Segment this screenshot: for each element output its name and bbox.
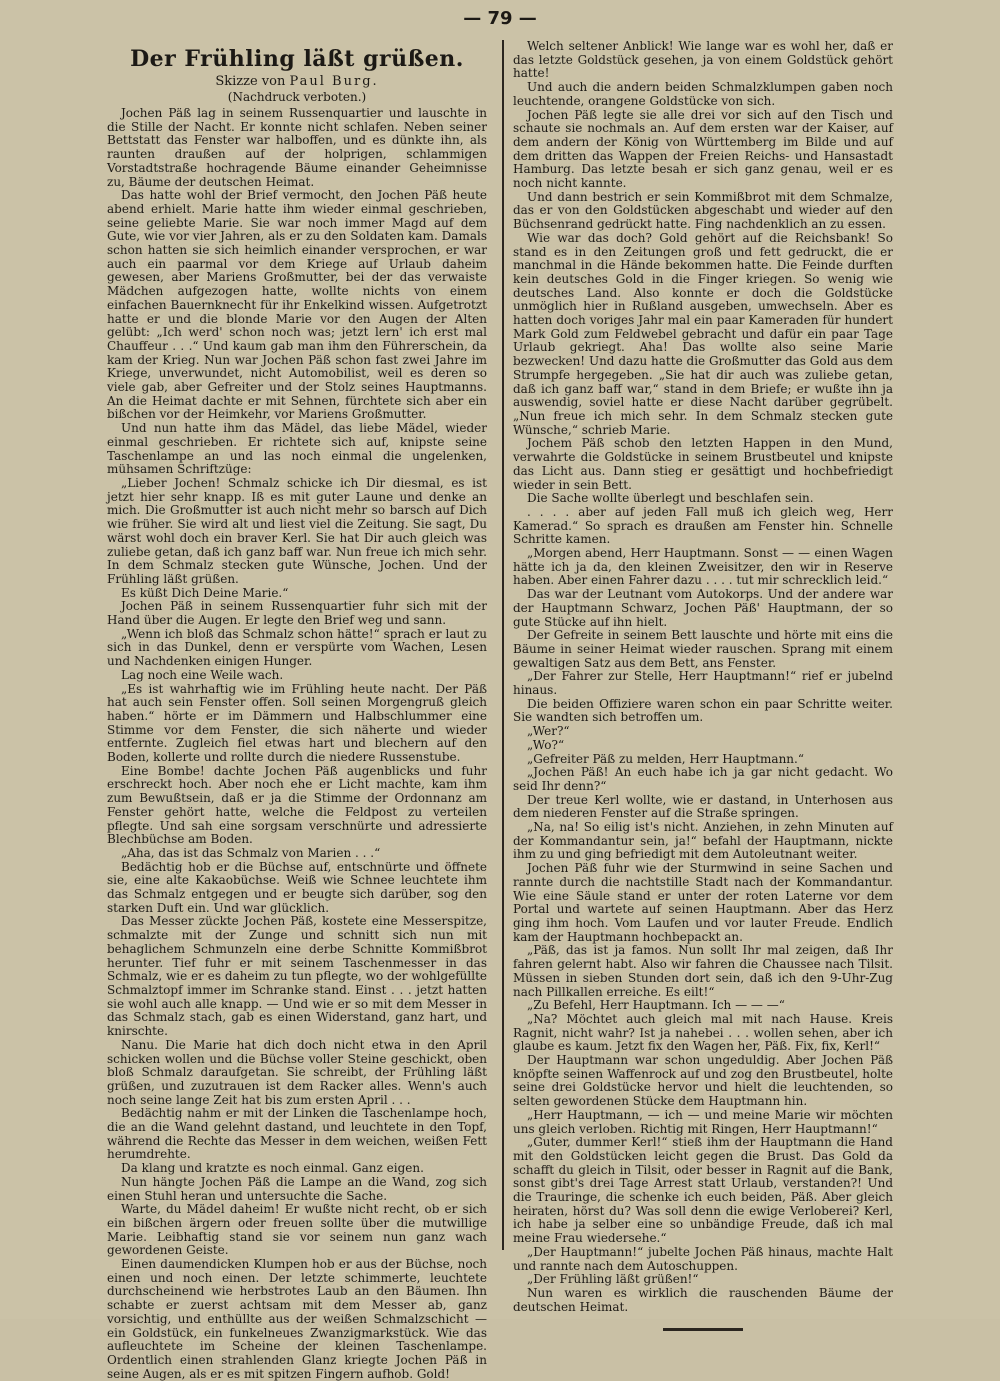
story-paragraph: „Der Fahrer zur Stelle, Herr Hauptmann!“ rief er jubelnd hinaus. — [513, 669, 893, 698]
story-title: Der Frühling läßt grüßen. — [130, 46, 464, 72]
story-paragraph: Jochen Päß fuhr wie der Sturmwind in seine Sachen und rannte durch die nachtstille Stadt nach der Kommandantur. Wie eine Säule stand er unter der roten Laterne vor dem Portal und wartete auf seinen Hauptmann. Aber das Herz ging ihm hoch. Vom Laufen und vor lauter Freude. Endlich kam der Hauptmann hochbepackt an. — [513, 861, 893, 944]
story-paragraph: „Es ist wahrhaftig wie im Frühling heute nacht. Der Päß hat auch sein Fenster offen. Soll seinen Morgengruß gleich haben.“ hörte er im Dämmern und Halbschlummer eine Stimme vor dem Fenster, die sich näherte und wieder entfernte. Zugleich fiel etwas hart und blechern auf den Boden, kollerte und rollte durch die niedere Russenstube. — [107, 681, 487, 765]
story-paragraph: Der Gefreite in seinem Bett lauschte und hörte mit eins die Bäume in seiner Heimat wieder rauschen. Sprang mit einem gewaltigen Satz aus dem Bett, ans Fenster. — [513, 628, 893, 670]
story-paragraph: Es küßt Dich Deine Marie.“ — [121, 585, 289, 600]
story-paragraph: „Na? Möchtet auch gleich mal mit nach Hause. Kreis Ragnit, nicht wahr? Ist ja nahebei . . . wollen sehen, aber ich glaube es kaum. Jetzt fix den Wagen her, Päß. Fix, fix, Kerl!“ — [513, 1011, 893, 1054]
story-paragraph: Jochen Päß lag in seinem Russenquartier und lauschte in die Stille der Nacht. Er konnte nicht schlafen. Neben seiner Bettstatt das Fenster war halboffen, und es dünkte ihn, als raunten draußen auf der holprigen, schlammigen Vorstadtstraße hochragende Bäume einander Geheimnisse zu, Bäume der deutschen Heimat. — [107, 106, 487, 189]
story-paragraph: Der Hauptmann war schon ungeduldig. Aber Jochen Päß knöpfte seinen Waffenrock auf und zog den Brustbeutel, holte seine drei Goldstücke hervor und hielt die leuchtenden, so selten gewordenen Stücke dem Hauptmann hin. — [513, 1053, 893, 1109]
story-paragraph: „Na, na! So eilig ist's nicht. Anziehen, in zehn Minuten auf der Kommandantur sein, ja!“ befahl der Hauptmann, nickte ihm zu und ging befriedigt mit dem Autoleutnant weiter. — [513, 820, 893, 862]
story-paragraph: „Der Frühling läßt grüßen!“ — [527, 1272, 699, 1287]
story-paragraph: „Wo?“ — [527, 737, 565, 752]
story-paragraph: Bedächtig hob er die Büchse auf, entschnürte und öffnete sie, eine alte Kakaobüchse. Weiß wie Schnee leuchtete ihm das Schmalz entgegen und er beugte sich darüber, sog den starken Duft ein. Und war glücklich. — [107, 859, 487, 915]
story-paragraph: Jochem Päß schob den letzten Happen in den Mund, verwahrte die Goldstücke in seinem Brustbeutel und knipste das Licht aus. Dann stieg er gesättigt und hochbefriedigt wieder in sein Bett. — [513, 436, 893, 492]
right-body — [513, 40, 893, 1314]
column-left — [107, 40, 487, 1381]
story-paragraph: Der treue Kerl wollte, wie er dastand, in Unterhosen aus dem niederen Fenster auf die Straße springen. — [513, 792, 893, 821]
story-paragraph: „Herr Hauptmann, — ich — und meine Marie wir möchten uns gleich verloben. Richtig mit Ringen, Herr Hauptmann!“ — [513, 1107, 893, 1136]
story-paragraph: Warte, du Mädel daheim! Er wußte nicht recht, ob er sich ein bißchen ärgern oder freuen sollte über die mutwillige Marie. Leibhaftig stand sie vor seinem nun ganz wach gewordenen Geiste. — [107, 1202, 487, 1258]
author-name: Paul Burg. — [289, 74, 379, 89]
story-paragraph: Und dann bestrich er sein Kommißbrot mit dem Schmalze, das er von den Goldstücken abgeschabt und wieder auf den Büchsenrand gedrückt hatte. Fing nachdenklich an zu essen. — [513, 189, 893, 232]
story-paragraph: Jochen Päß legte sie alle drei vor sich auf den Tisch und schaute sie nochmals an. Auf dem ersten war der Kaiser, auf dem andern der König von Württemberg im Bilde und auf dem dritten das Wappen der Freien Reichs- und Hansastadt Hamburg. Das letzte besah er sich ganz genau, weil er es noch nicht kannte. — [513, 107, 893, 191]
byline-prefix: Skizze von — [215, 74, 286, 89]
story-paragraph: „Wenn ich bloß das Schmalz schon hätte!“ sprach er laut zu sich in das Dunkel, denn er verspürte vom Wachen, Lesen und Nachdenken einigen Hunger. — [107, 626, 487, 669]
story-paragraph: Welch seltener Anblick! Wie lange war es wohl her, daß er das letzte Goldstück gesehen, ja von einem Goldstück gehört hatte! — [513, 39, 893, 81]
column-right — [513, 39, 893, 1314]
story-paragraph: Die Sache wollte überlegt und beschlafen sein. — [527, 491, 814, 506]
story-paragraph: Einen daumendicken Klumpen hob er aus der Büchse, noch einen und noch einen. Der letzte schimmerte, leuchtete durchscheinend wie herbstrotes Laub an den Bäumen. Ihn schabte er zuerst achtsam mit dem Messer ab, ganz vorsichtig, und enthüllte aus der weißen Schmalzschicht — ein Goldstück, ein funkelneues Zwanzigmarkstück. Wie das aufleuchtete im Scheine der kleinen Taschenlampe. Ordentlich einen strahlenden Glanz kriegte Jochen Päß in seine Augen, als er es mit spitzen Fingern aufhob. Gold! — [107, 1257, 487, 1381]
story-paragraph: Nun waren es wirklich die rauschenden Bäume der deutschen Heimat. — [513, 1285, 893, 1314]
story-paragraph: Wie war das doch? Gold gehört auf die Reichsbank! So stand es in den Zeitungen groß und fett gedruckt, die er manchmal in die Hände bekommen hatte. Die Feinde durften kein deutsches Gold in die Finger kriegen. So wenig wie deutsches Land. Also konnte er doch die Goldstücke unmöglich hier in Rußland ausgeben, umwechseln. Aber es hatten doch voriges Jahr mal ein paar Kameraden für hundert Mark Gold zum Feldwebel gebracht und dafür ein paar Tage Urlaub gekriegt. Aha! Das wollte also seine Marie bezwecken! Und dazu hatte die Großmutter das Gold aus dem Strumpfe hergegeben. „Sie hat dir auch was zuliebe getan, daß ich ganz baff war,“ stand in dem Briefe; er wußte ihn ja auswendig, soviel hatte er diese Nacht darüber gegrübelt. „Nun freue ich mich sehr. In dem Schmalz stecken gute Wünsche,“ schrieb Marie. — [513, 230, 893, 437]
story-paragraph: „Päß, das ist ja famos. Nun sollt Ihr mal zeigen, daß Ihr fahren gelernt habt. Also wir fahren die Chaussee nach Tilsit. Müssen in sieben Stunden dort sein, daß ich den 9-Uhr-Zug nach Pillkallen erreiche. Es eilt!“ — [513, 943, 893, 999]
story-paragraph: Da klang und kratzte es noch einmal. Ganz eigen. — [121, 1161, 424, 1176]
story-paragraph: . . . . aber auf jeden Fall muß ich gleich weg, Herr Kamerad.“ So sprach es draußen am Fenster hin. Schnelle Schritte kamen. — [513, 504, 893, 547]
story-paragraph: „Guter, dummer Kerl!“ stieß ihm der Hauptmann die Hand mit den Goldstücken leicht gegen die Brust. Das Gold da schafft du gleich in Tilsit, oder besser in Ragnit auf die Bank, sonst gibt's drei Tage Arrest statt Urlaub, verstanden?! Und die Trauringe, die schenke ich euch beiden, Päß. Aber gleich heiraten, hörst du? Was soll denn die ewige Verloberei? Kerl, ich habe ja selber eine so unbändige Freude, daß ich mal meine Frau wiedersehe.“ — [513, 1135, 893, 1246]
reprint-note: (Nachdruck verboten.) — [227, 90, 367, 104]
story-paragraph: Bedächtig nahm er mit der Linken die Taschenlampe hoch, die an die Wand gelehnt dastand, und leuchtete in den Topf, während die Rechte das Messer in dem weichen, weißen Fett herumdrehte. — [107, 1106, 487, 1162]
story-paragraph: Lag noch eine Weile wach. — [121, 667, 284, 682]
story-paragraph: Und auch die andern beiden Schmalzklumpen gaben noch leuchtende, orangene Goldstücke von sich. — [513, 80, 893, 108]
story-paragraph: „Lieber Jochen! Schmalz schicke ich Dir diesmal, es ist jetzt hier sehr knapp. Iß es mit guter Laune und denke an mich. Die Großmutter ist auch nicht mehr so barsch auf Dich wie früher. Sie wird alt und liest viel die Zeitung. Sie sagt, Du wärst wohl doch ein braver Kerl. Sie hat Dir auch gleich was zuliebe getan, daß ich ganz baff war. Nun freue ich mich sehr. In dem Schmalz stecken gute Wünsche, Jochen. Und der Frühling läßt grüßen. — [107, 475, 487, 586]
story-paragraph: Jochen Päß in seinem Russenquartier fuhr sich mit der Hand über die Augen. Er legte den Brief weg und sann. — [107, 599, 487, 628]
story-paragraph: „Gefreiter Päß zu melden, Herr Hauptmann.“ — [527, 751, 804, 766]
story-paragraph: Das hatte wohl der Brief vermocht, den Jochen Päß heute abend erhielt. Marie hatte ihm wieder einmal geschrieben, seine geliebte Marie. Sie war noch immer Magd auf dem Gute, wie vor vier Jahren, als er zu den Soldaten kam. Damals schon hatten sie sich heimlich einander versprochen, er war auch ein paarmal vor dem Kriege auf Urlaub daheim gewesen, aber Mariens Großmutter, bei der das verwaiste Mädchen aufgezogen hatte, wollte nichts von einem einfachen Bauernknecht für ihr Enkelkind wissen. Aufgetrotzt hatte er und die blonde Marie vor den Augen der Alten gelübt: „Ich werd' schon noch was; jetzt lern' ich erst mal Chauffeur . . .“ Und kaum gab man ihm den Führerschein, da kam der Krieg. Nun war Jochen Päß schon fast zwei Jahre im Kriege, unverwundet, nicht Automobilist, weil es deren so viele gab, aber Gefreiter und der Stolz seines Hauptmanns. An die Heimat dachte er mit Sehnen, fürchtete sich aber ein bißchen vor der Heimkehr, vor Mariens Großmutter. — [107, 188, 487, 422]
end-rule — [663, 1328, 743, 1331]
story-paragraph: Nanu. Die Marie hat dich doch nicht etwa in den April schicken wollen und die Büchse voller Steine geschickt, oben bloß Schmalz daraufgetan. Sie schreibt, der Frühling läßt grüßen, und zuzutrauen ist dem Racker alles. Wenn's auch noch seine lange Zeit hat bis zum ersten April . . . — [107, 1037, 487, 1107]
story-paragraph: „Jochen Päß! An euch habe ich ja gar nicht gedacht. Wo seid Ihr denn?“ — [513, 765, 893, 793]
story-paragraph: „Zu Befehl, Herr Hauptmann. Ich — — —“ — [527, 998, 785, 1013]
story-paragraph: Das Messer zückte Jochen Päß, kostete eine Messerspitze, schmalzte mit der Zunge und schnitt sich nun mit behaglichem Schmunzeln eine derbe Schnitte Kommißbrot herunter. Tief fuhr er mit seinem Taschenmesser in das Schmalz, wie er es daheim zu tun pflegte, wo der wohlgefüllte Schmalztopf immer im Schranke stand. Einst . . . jetzt hatten sie wohl auch alle knapp. — Und wie er so mit dem Messer in das Schmalz stach, gab es einen Widerstand, ganz hart, und knirschte. — [107, 914, 487, 1039]
left-body — [107, 107, 487, 1381]
story-paragraph: „Aha, das ist das Schmalz von Marien . . .“ — [121, 845, 381, 860]
story-paragraph: „Wer?“ — [527, 724, 570, 739]
story-byline — [107, 74, 487, 90]
story-paragraph: Eine Bombe! dachte Jochen Päß augenblicks und fuhr erschreckt hoch. Aber noch ehe er Licht machte, kam ihm zum Bewußtsein, daß er ja die Stimme der Ordonnanz am Fenster gehört hatte, welche die Feldpost zu verteilen pflegte. Und sah eine sorgsam verschnürte und adressierte Blechbüchse am Boden. — [107, 763, 487, 847]
story-paragraph: „Der Hauptmann!“ jubelte Jochen Päß hinaus, machte Halt und rannte nach dem Autoschuppen. — [513, 1244, 893, 1273]
page-number: — 79 — — [463, 8, 537, 29]
column-divider — [502, 40, 504, 1250]
story-paragraph: Die beiden Offiziere waren schon ein paar Schritte weiter. Sie wandten sich betroffen um. — [513, 696, 893, 725]
story-paragraph: Nun hängte Jochen Päß die Lampe an die Wand, zog sich einen Stuhl heran und untersuchte die Sache. — [107, 1174, 487, 1203]
story-paragraph: „Morgen abend, Herr Hauptmann. Sonst — — einen Wagen hätte ich ja da, den kleinen Zweisitzer, den wir in Reserve haben. Aber einen Fahrer dazu . . . . tut mir schrecklich leid.“ — [513, 546, 893, 588]
story-paragraph: Und nun hatte ihm das Mädel, das liebe Mädel, wieder einmal geschrieben. Er richtete sich auf, knipste seine Taschenlampe an und las noch einmal die ungelenken, mühsamen Schriftzüge: — [107, 421, 487, 477]
story-paragraph: Das war der Leutnant vom Autokorps. Und der andere war der Hauptmann Schwarz, Jochen Päß' Hauptmann, der so gute Stücke auf ihn hielt. — [513, 587, 893, 629]
